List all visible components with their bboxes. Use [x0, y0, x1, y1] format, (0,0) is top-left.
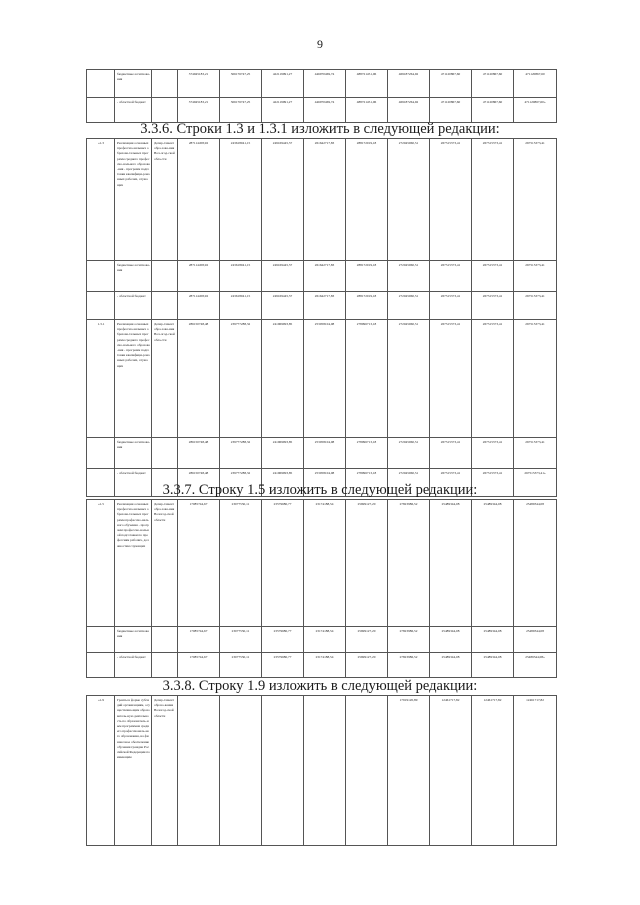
amount-cell: 267515373,41: [430, 469, 472, 497]
section-heading-3-3-7: 3.3.7. Строку 1.5 изложить в следующей редакции:: [162, 482, 478, 498]
amount-cell: 267515373,41: [430, 292, 472, 320]
amount-cell: 267515373,41: [472, 261, 514, 292]
amount-cell: 446970469,74: [304, 70, 346, 98]
top-table: [86, 69, 557, 123]
row-code-cell: «1.5: [87, 500, 115, 627]
amount-cell: 27823986,52: [388, 653, 430, 678]
amount-cell: 241969993,85: [262, 320, 304, 438]
table-row: [87, 139, 557, 261]
amount-cell: 272045060,51: [388, 320, 430, 438]
row-code-cell: [87, 438, 115, 469]
amount-cell: 27823986,52: [388, 627, 430, 653]
amount-cell: 253058104,08: [304, 469, 346, 497]
amount-cell: 23174188,54: [304, 627, 346, 653]
row-executor-cell: Депар-тамент обра-зова-ния Вол-огод-ской обла-сти: [152, 320, 178, 438]
amount-cell: 272045060,51: [388, 261, 430, 292]
amount-cell: 278096713,18: [346, 320, 388, 438]
table-row: [87, 292, 557, 320]
amount-cell: 306176747,25: [220, 70, 262, 98]
amount-cell: 278096713,18: [346, 438, 388, 469]
amount-cell: 25489344,08: [472, 500, 514, 627]
table-row: [87, 653, 557, 678]
amount-cell: 25489344,08: [514, 627, 557, 653]
amount-cell: 267515373,41: [430, 261, 472, 292]
table-row: [87, 70, 557, 98]
amount-cell: 241969993,85: [262, 469, 304, 497]
amount-cell: 25699127,20: [346, 653, 388, 678]
row-executor-cell: Депар-тамент образо-вания Вологод-ской области: [152, 696, 178, 846]
row-executor-cell: [152, 438, 178, 469]
row-code-cell: «1.9: [87, 696, 115, 846]
amount-cell: 25489344,08: [430, 653, 472, 678]
amount-cell: 239777288,32: [220, 320, 262, 438]
table-rows-1-3: [86, 138, 557, 497]
amount-cell: 23579680,77: [262, 500, 304, 627]
amount-cell: 469187264,92: [388, 98, 430, 123]
row-name-cell: бюджетные ассигнова-ния: [115, 438, 152, 469]
table-row: [87, 261, 557, 292]
amount-cell: 25489344,08: [430, 500, 472, 627]
table-row-1-9: [86, 695, 557, 846]
amount-cell: 471120867,60: [430, 70, 472, 98]
amount-cell: 446970469,74: [304, 98, 346, 123]
amount-cell: 286150748,48: [178, 469, 220, 497]
amount-cell: 471120867,60: [472, 98, 514, 123]
amount-cell: 17919120,89: [388, 696, 430, 846]
amount-cell: 267515373,41: [472, 292, 514, 320]
row-executor-cell: [152, 653, 178, 678]
amount-cell: 488721451,06: [346, 70, 388, 98]
row-name-cell: - областной бюджет: [115, 292, 152, 320]
amount-cell: 239777288,32: [220, 469, 262, 497]
amount-cell: 267515373,41: [472, 139, 514, 261]
amount-cell: 25489344,08: [514, 500, 557, 627]
amount-cell: 288172019,18: [346, 292, 388, 320]
row-name-cell: - областной бюджет: [115, 98, 152, 123]
amount-cell: 374945183,21: [178, 70, 220, 98]
row-name-cell: бюджетные ассигнова-ния: [115, 70, 152, 98]
amount-cell: 23077550,11: [220, 500, 262, 627]
amount-cell: 267515373,41: [472, 320, 514, 438]
amount-cell: [262, 696, 304, 846]
section-heading-3-3-6: 3.3.6. Строки 1.3 и 1.3.1 изложить в следующей редакции:: [140, 121, 500, 137]
row-name-cell: - областной бюджет: [115, 469, 152, 497]
amount-cell: 12461717,82: [514, 696, 557, 846]
row-name-cell: Реализация основных профессио-нальных образова-тельных программ профессио-нального обучения - программ профессио-нальной подготовки по профессиям рабочих, должностям служащих: [115, 500, 152, 627]
amount-cell: 25699127,20: [346, 500, 388, 627]
amount-cell: [346, 696, 388, 846]
amount-cell: 253058104,08: [304, 438, 346, 469]
amount-cell: 261642717,83: [304, 292, 346, 320]
amount-cell: 25489344,08: [472, 627, 514, 653]
table-row: [87, 696, 557, 846]
row-code-cell: [87, 70, 115, 98]
amount-cell: 267515373,41: [514, 261, 557, 292]
amount-cell: 17085744,67: [178, 653, 220, 678]
amount-cell: 471120867,60: [472, 70, 514, 98]
amount-cell: 471120867,60: [514, 70, 557, 98]
amount-cell: 267515373,41: [472, 469, 514, 497]
amount-cell: 249169445,57: [262, 139, 304, 261]
amount-cell: 25699127,20: [346, 627, 388, 653]
section-heading-3-3-8: 3.3.8. Строку 1.9 изложить в следующей редакции:: [162, 678, 478, 694]
amount-cell: 25489344,08: [430, 627, 472, 653]
amount-cell: 286150748,48: [178, 438, 220, 469]
amount-cell: 261642717,83: [304, 261, 346, 292]
row-executor-cell: [152, 98, 178, 123]
amount-cell: 471120867,60: [430, 98, 472, 123]
amount-cell: 267515373,41: [514, 438, 557, 469]
amount-cell: 23077550,11: [220, 653, 262, 678]
amount-cell: 267515373,41: [514, 139, 557, 261]
amount-cell: 286150748,48: [178, 320, 220, 438]
page-number: 9: [317, 37, 323, 51]
amount-cell: 422119991,27: [262, 98, 304, 123]
row-code-cell: [87, 627, 115, 653]
amount-cell: 267515373,41: [472, 438, 514, 469]
row-name-cell: бюджетные ассигнования: [115, 627, 152, 653]
amount-cell: 239777288,32: [220, 438, 262, 469]
table-row: [87, 320, 557, 438]
amount-cell: 374945183,21: [178, 98, 220, 123]
amount-cell: 249169445,57: [262, 292, 304, 320]
amount-cell: 17085744,67: [178, 627, 220, 653]
amount-cell: 278096713,18: [346, 469, 388, 497]
amount-cell: 272045060,51: [388, 438, 430, 469]
row-executor-cell: [152, 627, 178, 653]
amount-cell: 12461717,82: [430, 696, 472, 846]
amount-cell: 272045060,51: [388, 139, 430, 261]
amount-cell: 306176747,25: [220, 98, 262, 123]
row-executor-cell: Депар-тамент обра-зова-ния Вологод-ской области: [152, 500, 178, 627]
amount-cell: 17085744,67: [178, 500, 220, 627]
amount-cell: 267515373,41: [430, 139, 472, 261]
table-row: [87, 438, 557, 469]
table-row: [87, 627, 557, 653]
row-executor-cell: [152, 261, 178, 292]
amount-cell: 243618041,15: [220, 292, 262, 320]
amount-cell: 288172019,18: [346, 261, 388, 292]
amount-cell: [178, 696, 220, 846]
amount-cell: 23174188,54: [304, 500, 346, 627]
amount-cell: 23579680,77: [262, 653, 304, 678]
amount-cell: 471120867,60»: [514, 98, 557, 123]
row-code-cell: [87, 292, 115, 320]
amount-cell: 287114458,92: [178, 139, 220, 261]
amount-cell: 272045060,51: [388, 292, 430, 320]
amount-cell: 243618041,15: [220, 139, 262, 261]
amount-cell: 261642717,83: [304, 139, 346, 261]
amount-cell: 249169445,57: [262, 261, 304, 292]
table-row: [87, 98, 557, 123]
amount-cell: 23174188,54: [304, 653, 346, 678]
row-executor-cell: [152, 292, 178, 320]
amount-cell: 27823986,52: [388, 500, 430, 627]
row-name-cell: Реализация основных профессио-нальных образова-тельных программ среднего профессио-нального образова-ния - программ подготовки квалифици-рованных рабочих, служащих: [115, 320, 152, 438]
amount-cell: 272045060,51: [388, 469, 430, 497]
amount-cell: 267515373,41»: [514, 469, 557, 497]
row-name-cell: - областной бюджет: [115, 653, 152, 678]
row-code-cell: [87, 98, 115, 123]
amount-cell: 267515373,41: [430, 320, 472, 438]
amount-cell: 267515373,41: [430, 438, 472, 469]
amount-cell: 488721451,06: [346, 98, 388, 123]
row-code-cell: «1.3: [87, 139, 115, 261]
amount-cell: [304, 696, 346, 846]
amount-cell: 267515373,41: [514, 292, 557, 320]
amount-cell: [220, 696, 262, 846]
amount-cell: 267515373,41: [514, 320, 557, 438]
row-name-cell: Реализация основных профессио-нальных образова-тельных программ среднего профессио-нального образова-ния - программ подготовки квалифици-рованных рабочих, служащих: [115, 139, 152, 261]
table-row: [87, 500, 557, 627]
row-name-cell: бюджетные ассигнова-ния: [115, 261, 152, 292]
amount-cell: 12461717,82: [472, 696, 514, 846]
row-code-cell: 1.3.1: [87, 320, 115, 438]
table-row-1-5: [86, 499, 557, 678]
amount-cell: 23579680,77: [262, 627, 304, 653]
amount-cell: 288172019,18: [346, 139, 388, 261]
amount-cell: 25489344,08: [472, 653, 514, 678]
amount-cell: 287114458,92: [178, 261, 220, 292]
row-executor-cell: Депар-тамент обра-зова-ния Вол-огод-ской обла-сти: [152, 139, 178, 261]
amount-cell: 243618041,15: [220, 261, 262, 292]
row-executor-cell: [152, 70, 178, 98]
amount-cell: 241969993,85: [262, 438, 304, 469]
amount-cell: 253058104,08: [304, 320, 346, 438]
amount-cell: 469187264,92: [388, 70, 430, 98]
row-code-cell: [87, 261, 115, 292]
amount-cell: 23077550,11: [220, 627, 262, 653]
row-name-cell: Гранты в форме субсидий организациям, осуществляю-щим образователь-ную деятельность по образователь-ным программам среднего профессиональ-ного образования, на финансовое обеспечение обучения граждан Российской Федерации по имеющим: [115, 696, 152, 846]
amount-cell: 25489344,08»: [514, 653, 557, 678]
row-code-cell: [87, 653, 115, 678]
amount-cell: 287114458,92: [178, 292, 220, 320]
amount-cell: 422119991,27: [262, 70, 304, 98]
